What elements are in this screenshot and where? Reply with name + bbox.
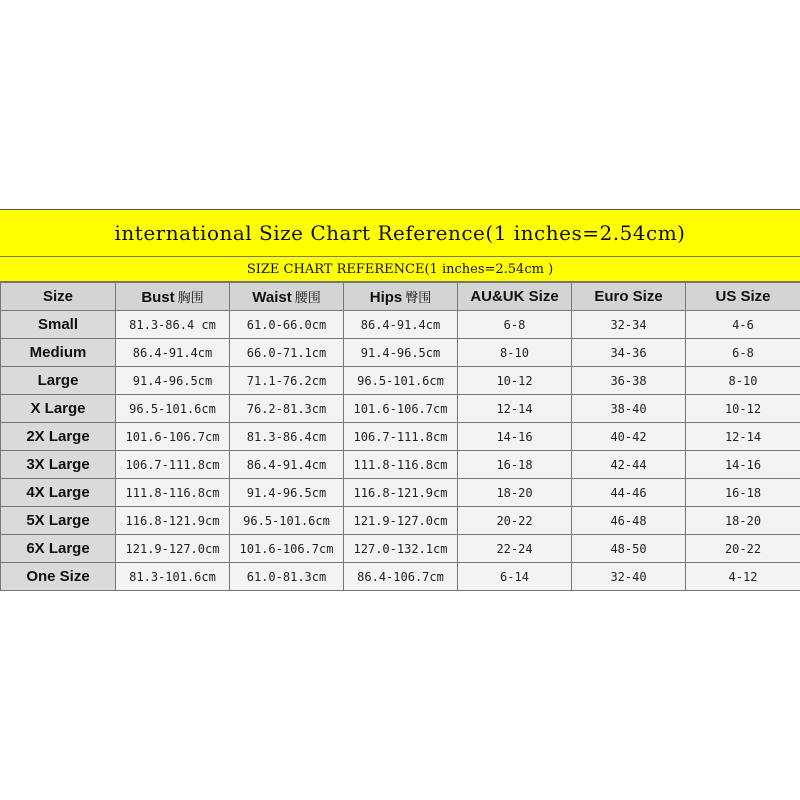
cell-size: Small	[1, 311, 116, 339]
cell-hips: 86.4-106.7cm	[344, 563, 458, 591]
cell-size: One Size	[1, 563, 116, 591]
column-header-bust: Bust 胸围	[116, 283, 230, 311]
table-row	[1, 423, 800, 451]
table-row	[1, 311, 800, 339]
cell-bust: 81.3-86.4 cm	[116, 311, 230, 339]
cell-bust: 101.6-106.7cm	[116, 423, 230, 451]
cell-size: 4X Large	[1, 479, 116, 507]
cell-au-uk: 16-18	[458, 451, 572, 479]
cell-au-uk: 22-24	[458, 535, 572, 563]
cell-size: Medium	[1, 339, 116, 367]
cell-euro: 36-38	[572, 367, 686, 395]
cell-au-uk: 6-8	[458, 311, 572, 339]
table-row	[1, 395, 800, 423]
cell-waist: 61.0-81.3cm	[230, 563, 344, 591]
cell-size: 6X Large	[1, 535, 116, 563]
cell-us: 6-8	[686, 339, 800, 367]
header-row	[1, 283, 800, 311]
cell-bust: 86.4-91.4cm	[116, 339, 230, 367]
cell-hips: 86.4-91.4cm	[344, 311, 458, 339]
cell-us: 8-10	[686, 367, 800, 395]
cell-waist: 86.4-91.4cm	[230, 451, 344, 479]
cell-waist: 61.0-66.0cm	[230, 311, 344, 339]
cell-au-uk: 20-22	[458, 507, 572, 535]
cell-hips: 127.0-132.1cm	[344, 535, 458, 563]
cell-euro: 34-36	[572, 339, 686, 367]
table-row	[1, 367, 800, 395]
cell-waist: 101.6-106.7cm	[230, 535, 344, 563]
cell-au-uk: 10-12	[458, 367, 572, 395]
cell-hips: 106.7-111.8cm	[344, 423, 458, 451]
cell-bust: 91.4-96.5cm	[116, 367, 230, 395]
cell-waist: 66.0-71.1cm	[230, 339, 344, 367]
column-header-waist: Waist 腰围	[230, 283, 344, 311]
column-header-euro: Euro Size	[572, 283, 686, 311]
cell-size: 2X Large	[1, 423, 116, 451]
cell-waist: 76.2-81.3cm	[230, 395, 344, 423]
cell-hips: 116.8-121.9cm	[344, 479, 458, 507]
table-row	[1, 535, 800, 563]
cell-size: X Large	[1, 395, 116, 423]
cell-us: 4-6	[686, 311, 800, 339]
cell-euro: 32-34	[572, 311, 686, 339]
column-header-hips: Hips 臀围	[344, 283, 458, 311]
chart-subtitle-banner	[0, 257, 800, 282]
cell-bust: 111.8-116.8cm	[116, 479, 230, 507]
chart-title: international Size Chart Reference(1 inches=2.54cm)	[114, 221, 686, 245]
cell-bust: 81.3-101.6cm	[116, 563, 230, 591]
cell-euro: 42-44	[572, 451, 686, 479]
column-header-size: Size	[1, 283, 116, 311]
cell-us: 14-16	[686, 451, 800, 479]
column-header-au-uk: AU&UK Size	[458, 283, 572, 311]
cell-bust: 96.5-101.6cm	[116, 395, 230, 423]
table-row	[1, 451, 800, 479]
cell-euro: 38-40	[572, 395, 686, 423]
size-table	[0, 282, 800, 591]
cell-hips: 96.5-101.6cm	[344, 367, 458, 395]
cell-us: 12-14	[686, 423, 800, 451]
chart-subtitle: SIZE CHART REFERENCE(1 inches=2.54cm )	[246, 261, 554, 277]
cell-au-uk: 12-14	[458, 395, 572, 423]
cell-hips: 121.9-127.0cm	[344, 507, 458, 535]
cell-euro: 32-40	[572, 563, 686, 591]
cell-us: 16-18	[686, 479, 800, 507]
table-row	[1, 563, 800, 591]
cell-waist: 71.1-76.2cm	[230, 367, 344, 395]
cell-bust: 121.9-127.0cm	[116, 535, 230, 563]
cell-size: 5X Large	[1, 507, 116, 535]
table-body	[1, 311, 800, 591]
cell-hips: 91.4-96.5cm	[344, 339, 458, 367]
cell-euro: 40-42	[572, 423, 686, 451]
chart-title-banner	[0, 210, 800, 257]
cell-euro: 46-48	[572, 507, 686, 535]
cell-bust: 106.7-111.8cm	[116, 451, 230, 479]
cell-au-uk: 14-16	[458, 423, 572, 451]
cell-au-uk: 8-10	[458, 339, 572, 367]
cell-us: 4-12	[686, 563, 800, 591]
cell-au-uk: 6-14	[458, 563, 572, 591]
cell-waist: 81.3-86.4cm	[230, 423, 344, 451]
cell-hips: 101.6-106.7cm	[344, 395, 458, 423]
table-row	[1, 339, 800, 367]
cell-us: 20-22	[686, 535, 800, 563]
table-row	[1, 479, 800, 507]
size-chart	[0, 209, 800, 591]
cell-au-uk: 18-20	[458, 479, 572, 507]
cell-size: 3X Large	[1, 451, 116, 479]
column-header-us: US Size	[686, 283, 800, 311]
table-row	[1, 507, 800, 535]
cell-us: 10-12	[686, 395, 800, 423]
cell-waist: 96.5-101.6cm	[230, 507, 344, 535]
cell-bust: 116.8-121.9cm	[116, 507, 230, 535]
cell-euro: 44-46	[572, 479, 686, 507]
cell-size: Large	[1, 367, 116, 395]
cell-waist: 91.4-96.5cm	[230, 479, 344, 507]
cell-hips: 111.8-116.8cm	[344, 451, 458, 479]
cell-euro: 48-50	[572, 535, 686, 563]
cell-us: 18-20	[686, 507, 800, 535]
